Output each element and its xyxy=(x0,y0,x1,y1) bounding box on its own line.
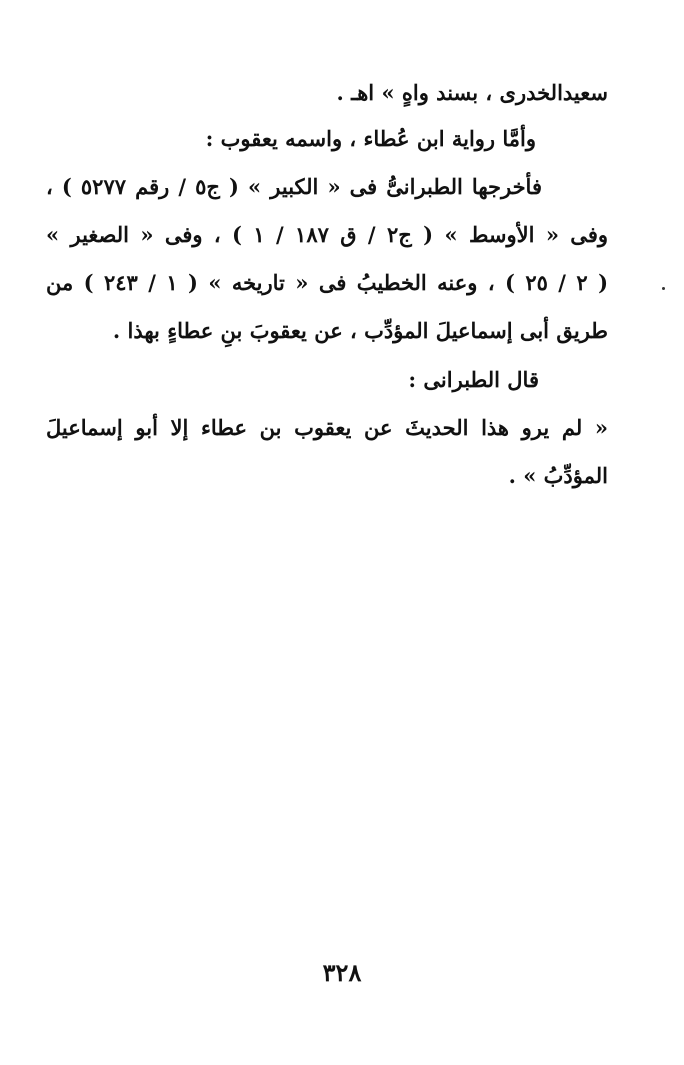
text-line-9: المؤدِّبُ » . xyxy=(508,463,608,488)
text-line-3: فأخرجها الطبرانىُّ فى « الكبير » ( ج٥ / رقم ٥٢٧٧ ) ، xyxy=(46,174,542,199)
text-line-7: قال الطبرانى : xyxy=(408,367,539,392)
text-line-5: ( ٢ / ٢٥ ) ، وعنه الخطيبُ فى « تاريخه » ( ١ / ٢٤٣ ) من xyxy=(46,270,609,295)
text-line-6: طريق أبى إسماعيلَ المؤدِّب ، عن يعقوبَ بنِ عطاءٍ بهذا . xyxy=(112,318,608,343)
text-line-1: سعيدالخدرى ، بسند واهٍ » اهـ . xyxy=(336,80,608,105)
text-line-2: وأمَّا رواية ابن عُطاء ، واسمه يعقوب : xyxy=(205,126,536,151)
scan-speck xyxy=(662,287,665,290)
text-line-4: وفى « الأوسط » ( ج٢ / ق ١٨٧ / ١ ) ، وفى « الصغير » xyxy=(46,222,608,247)
page-number: ٣٢٨ xyxy=(322,958,362,987)
text-line-8: « لم يرو هذا الحديثَ عن يعقوب بن عطاء إلا أبو إسماعيلَ xyxy=(46,415,608,440)
